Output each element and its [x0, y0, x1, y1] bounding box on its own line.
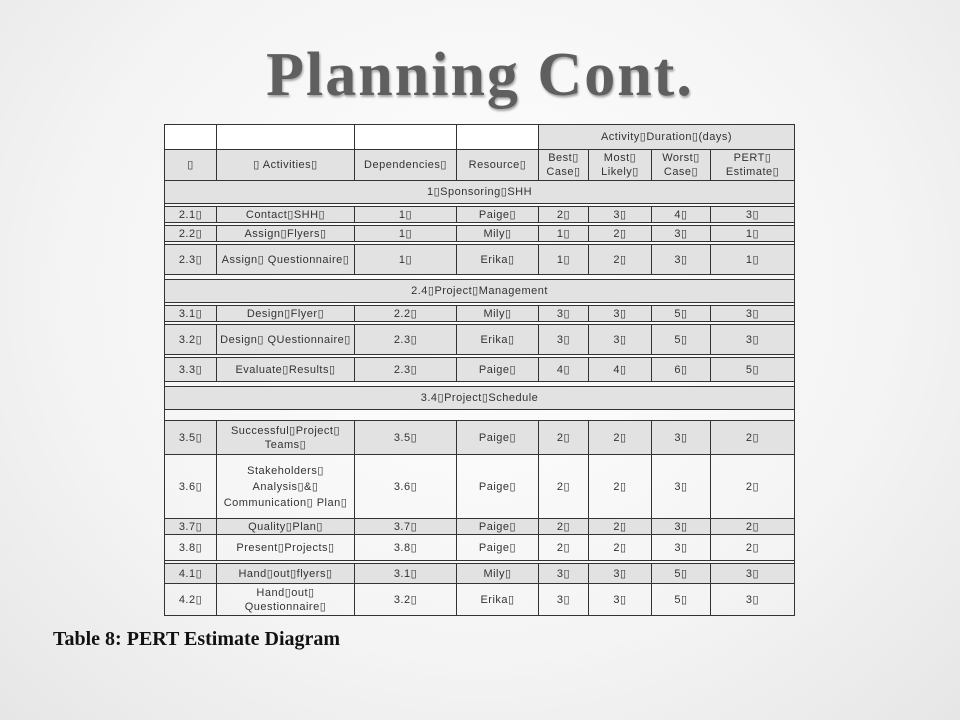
cell-best: 4▯ [539, 358, 589, 382]
cell-dependency: 3.6▯ [355, 455, 457, 519]
cell-worst: 3▯ [652, 519, 711, 535]
cell-resource: Paige▯ [457, 519, 539, 535]
col-header-worst-case: Worst▯ Case▯ [652, 150, 711, 181]
col-header-activities: ▯ Activities▯ [217, 150, 355, 181]
cell-activity: Hand▯out▯ Questionnaire▯ [217, 584, 355, 616]
cell-pert: 3▯ [711, 564, 795, 584]
section-row [165, 387, 795, 410]
cell-activity: Hand▯out▯flyers▯ [217, 564, 355, 584]
cell-worst: 3▯ [652, 245, 711, 275]
cell-worst: 5▯ [652, 584, 711, 616]
cell-id: 2.3▯ [165, 245, 217, 275]
section-row [165, 181, 795, 204]
cell-worst: 3▯ [652, 421, 711, 455]
cell-likely: 2▯ [589, 535, 652, 561]
cell-likely: 4▯ [589, 358, 652, 382]
cell-best: 2▯ [539, 207, 589, 223]
col-header-most-likely: Most▯ Likely▯ [589, 150, 652, 181]
table-row [165, 421, 795, 455]
cell-resource: Erika▯ [457, 325, 539, 355]
col-header-resource: Resource▯ [457, 150, 539, 181]
cell-resource: Paige▯ [457, 535, 539, 561]
table-row [165, 519, 795, 535]
cell-id: 3.2▯ [165, 325, 217, 355]
cell-activity: Contact▯SHH▯ [217, 207, 355, 223]
col-header-dependencies: Dependencies▯ [355, 150, 457, 181]
cell-best: 3▯ [539, 325, 589, 355]
cell-dependency: 2.2▯ [355, 306, 457, 322]
cell-dependency: 3.2▯ [355, 584, 457, 616]
cell-best: 3▯ [539, 564, 589, 584]
cell-likely: 3▯ [589, 584, 652, 616]
cell-dependency: 1▯ [355, 226, 457, 242]
cell-id: 3.5▯ [165, 421, 217, 455]
header-row [165, 150, 795, 181]
cell-worst: 5▯ [652, 325, 711, 355]
pert-table-container [164, 124, 795, 616]
cell-resource: Paige▯ [457, 207, 539, 223]
cell-worst: 5▯ [652, 564, 711, 584]
cell-best: 2▯ [539, 535, 589, 561]
table-row [165, 245, 795, 275]
cell-resource: Erika▯ [457, 584, 539, 616]
cell-likely: 2▯ [589, 519, 652, 535]
table-row [165, 535, 795, 561]
page-title: Planning Cont. [266, 41, 694, 109]
cell-resource: Paige▯ [457, 455, 539, 519]
cell-dependency: 1▯ [355, 245, 457, 275]
blank-cell [355, 125, 457, 150]
cell-worst: 6▯ [652, 358, 711, 382]
cell-best: 2▯ [539, 519, 589, 535]
cell-best: 2▯ [539, 421, 589, 455]
section-title: 3.4▯Project▯Schedule [165, 387, 795, 410]
blank-cell [457, 125, 539, 150]
cell-id: 3.6▯ [165, 455, 217, 519]
cell-activity: Stakeholders▯ Analysis▯&▯ Communication▯ Plan▯ [217, 455, 355, 519]
cell-likely: 2▯ [589, 421, 652, 455]
cell-resource: Paige▯ [457, 358, 539, 382]
spacer [165, 410, 795, 421]
pert-table [164, 124, 795, 616]
cell-pert: 2▯ [711, 421, 795, 455]
col-header-pert-estimate: PERT▯ Estimate▯ [711, 150, 795, 181]
cell-dependency: 3.1▯ [355, 564, 457, 584]
cell-worst: 3▯ [652, 455, 711, 519]
cell-dependency: 3.8▯ [355, 535, 457, 561]
cell-resource: Mily▯ [457, 306, 539, 322]
cell-pert: 3▯ [711, 584, 795, 616]
cell-id: 3.7▯ [165, 519, 217, 535]
blank-cell [217, 125, 355, 150]
cell-activity: Successful▯Project▯ Teams▯ [217, 421, 355, 455]
table-row [165, 564, 795, 584]
cell-resource: Erika▯ [457, 245, 539, 275]
cell-best: 3▯ [539, 306, 589, 322]
table-row [165, 226, 795, 242]
cell-resource: Mily▯ [457, 226, 539, 242]
table-caption: Table 8: PERT Estimate Diagram [53, 628, 341, 650]
cell-best: 1▯ [539, 245, 589, 275]
col-header-best-case: Best▯ Case▯ [539, 150, 589, 181]
cell-id: 2.2▯ [165, 226, 217, 242]
cell-likely: 3▯ [589, 306, 652, 322]
cell-activity: Assign▯Flyers▯ [217, 226, 355, 242]
cell-id: 3.1▯ [165, 306, 217, 322]
cell-pert: 1▯ [711, 226, 795, 242]
col-header-id: ▯ [165, 150, 217, 181]
cell-pert: 1▯ [711, 245, 795, 275]
cell-activity: Evaluate▯Results▯ [217, 358, 355, 382]
cell-likely: 3▯ [589, 325, 652, 355]
cell-likely: 2▯ [589, 245, 652, 275]
cell-pert: 3▯ [711, 306, 795, 322]
cell-best: 3▯ [539, 584, 589, 616]
cell-pert: 2▯ [711, 455, 795, 519]
cell-resource: Paige▯ [457, 421, 539, 455]
table-row [165, 358, 795, 382]
cell-id: 4.1▯ [165, 564, 217, 584]
cell-best: 2▯ [539, 455, 589, 519]
cell-worst: 5▯ [652, 306, 711, 322]
cell-pert: 2▯ [711, 519, 795, 535]
cell-worst: 3▯ [652, 226, 711, 242]
cell-likely: 3▯ [589, 207, 652, 223]
activity-duration-header: Activity▯Duration▯(days) [539, 125, 795, 150]
cell-activity: Design▯ QUestionnaire▯ [217, 325, 355, 355]
cell-worst: 3▯ [652, 535, 711, 561]
cell-dependency: 1▯ [355, 207, 457, 223]
cell-dependency: 3.7▯ [355, 519, 457, 535]
cell-likely: 2▯ [589, 226, 652, 242]
cell-pert: 3▯ [711, 207, 795, 223]
cell-id: 4.2▯ [165, 584, 217, 616]
cell-resource: Mily▯ [457, 564, 539, 584]
cell-pert: 2▯ [711, 535, 795, 561]
cell-dependency: 2.3▯ [355, 325, 457, 355]
cell-dependency: 3.5▯ [355, 421, 457, 455]
cell-dependency: 2.3▯ [355, 358, 457, 382]
cell-likely: 3▯ [589, 564, 652, 584]
blank-cell [165, 125, 217, 150]
table-row [165, 455, 795, 519]
section-title: 2.4▯Project▯Management [165, 280, 795, 303]
cell-id: 2.1▯ [165, 207, 217, 223]
header-row-group [165, 125, 795, 150]
cell-activity: Present▯Projects▯ [217, 535, 355, 561]
table-row [165, 207, 795, 223]
cell-best: 1▯ [539, 226, 589, 242]
cell-id: 3.3▯ [165, 358, 217, 382]
cell-pert: 3▯ [711, 325, 795, 355]
section-title: 1▯Sponsoring▯SHH [165, 181, 795, 204]
section-row [165, 280, 795, 303]
cell-activity: Design▯Flyer▯ [217, 306, 355, 322]
table-row [165, 584, 795, 616]
cell-likely: 2▯ [589, 455, 652, 519]
cell-pert: 5▯ [711, 358, 795, 382]
table-row [165, 306, 795, 322]
cell-worst: 4▯ [652, 207, 711, 223]
table-row [165, 325, 795, 355]
cell-id: 3.8▯ [165, 535, 217, 561]
cell-activity: Quality▯Plan▯ [217, 519, 355, 535]
cell-activity: Assign▯ Questionnaire▯ [217, 245, 355, 275]
